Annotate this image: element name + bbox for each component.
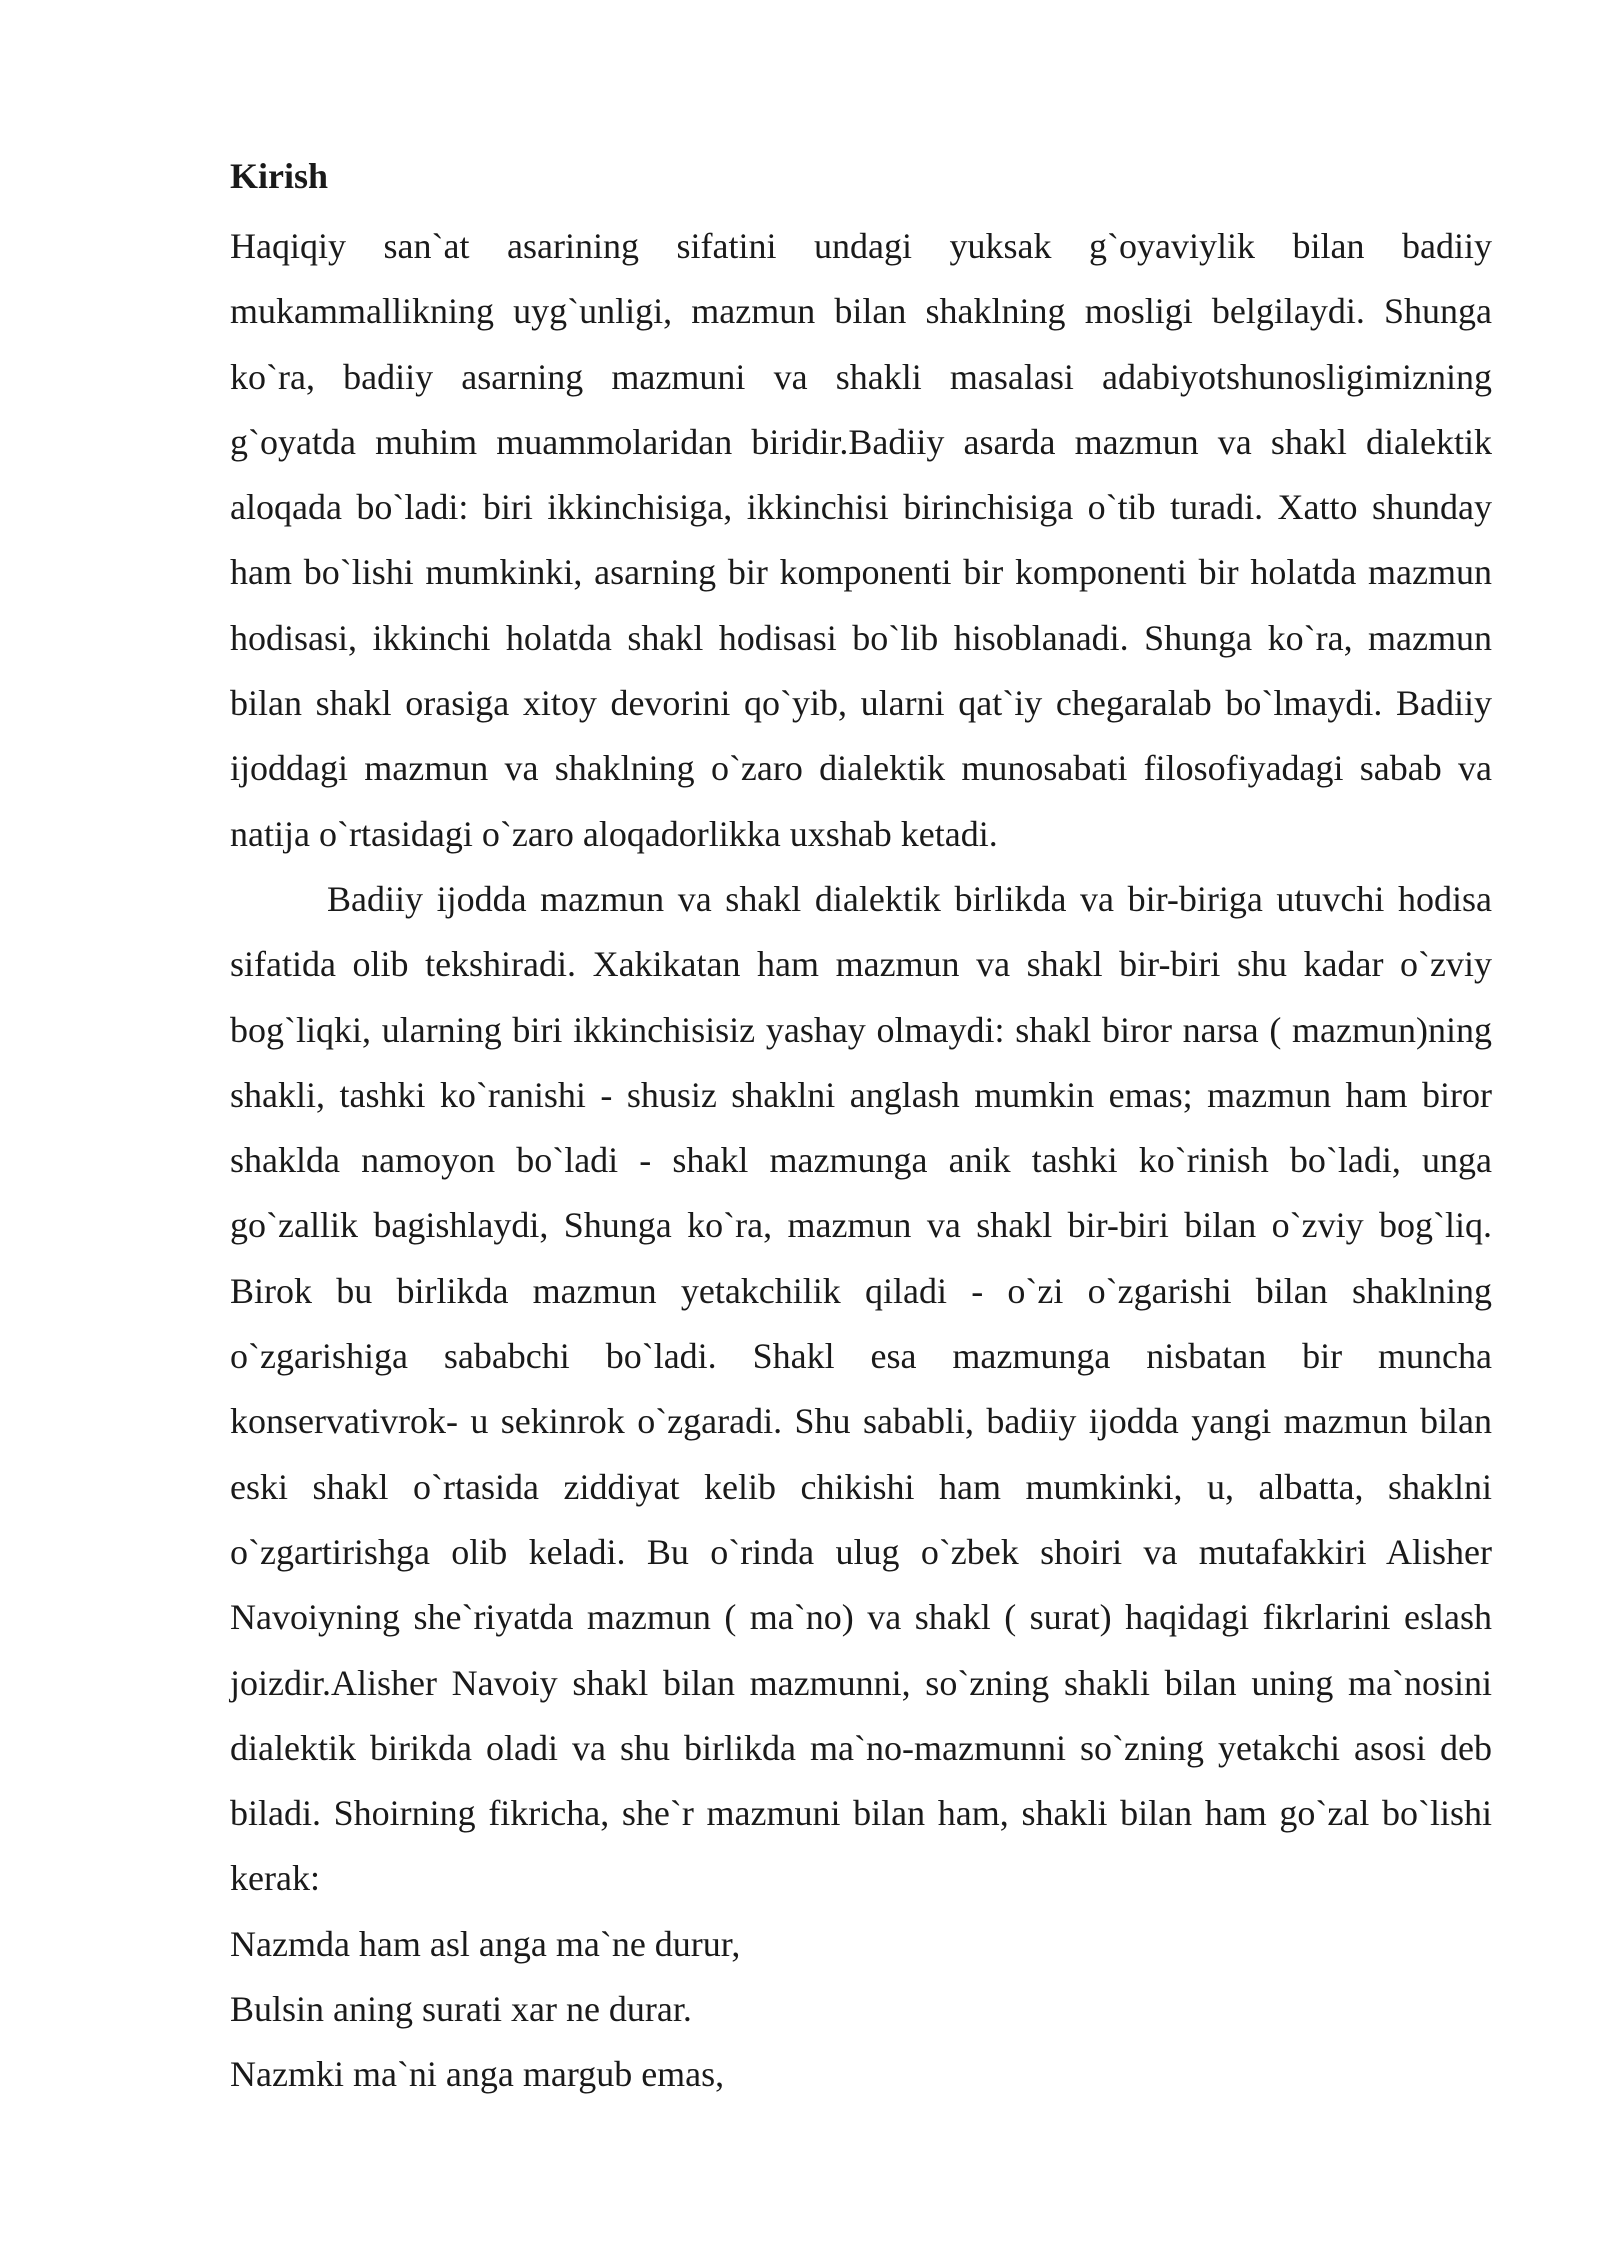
verse-line-1: Nazmda ham asl anga ma`ne durur,	[230, 1923, 741, 1964]
paragraph-1: Haqiqiy san`at asarining sifatini undagi yuksak g`oyaviylik bilan badiiy mukammallikning uyg`unligi, mazmun bilan shaklning mosligi belgilaydi. Shunga ko`ra, badiiy asarning mazmuni va shakli masalasi adabiyotshunosligimizning g`oyatda muhim muammolaridan biridir.Badiiy asarda mazmun va shakl dialektik aloqada bo`ladi: biri ikkinchisiga, ikkinchisi birinchisiga o`tib turadi. Xatto shunday ham bo`lishi mumkinki, asarning bir komponenti bir komponenti bir holatda mazmun hodisasi, ikkinchi holatda shakl hodisasi bo`lib hisoblanadi. Shunga ko`ra, mazmun bilan shakl orasiga xitoy devorini qo`yib, ularni qat`iy chegaralab bo`lmaydi. Badiiy ijoddagi mazmun va shaklning o`zaro dialektik munosabati filosofiyadagi sabab va natija o`rtasidagi o`zaro aloqadorlikka uxshab ketadi.	[230, 226, 1492, 854]
section-heading: Kirish	[230, 156, 329, 196]
verse-line-2: Bulsin aning surati xar ne durar.	[230, 1989, 692, 2030]
paragraph-2: Badiiy ijodda mazmun va shakl dialektik birlikda va bir-biriga utuvchi hodisa sifatida olib tekshiradi. Xakikatan ham mazmun va shakl bir-biri shu kadar o`zviy bog`liqki, ularning biri ikkinchisisiz yashay olmaydi: shakl biror narsa ( mazmun)ning shakli, tashki ko`ranishi - shusiz shaklni anglash mumkin emas; mazmun ham biror shaklda namoyon bo`ladi - shakl mazmunga anik tashki ko`rinish bo`ladi, unga go`zallik bagishlaydi, Shunga ko`ra, mazmun va shakl bir-biri bilan o`zviy bog`liq. Birok bu birlikda mazmun yetakchilik qiladi - o`zi o`zgarishi bilan shaklning o`zgarishiga sababchi bo`ladi. Shakl esa mazmunga nisbatan bir muncha konservativrok- u sekinrok o`zgaradi. Shu sababli, badiiy ijodda yangi mazmun bilan eski shakl o`rtasida ziddiyat kelib chikishi ham mumkinki, u, albatta, shaklni o`zgartirishga olib keladi. Bu o`rinda ulug o`zbek shoiri va mutafakkiri Alisher Navoiyning she`riyatda mazmun ( ma`no) va shakl ( surat) haqidagi fikrlarini eslash joizdir.Alisher Navoiy shakl bilan mazmunni, so`zning shakli bilan uning ma`nosini dialektik birikda oladi va shu birlikda ma`no-mazmunni so`zning yetakchi asosi deb biladi. Shoirning fikricha, she`r mazmuni bilan ham, shakli bilan ham go`zal bo`lishi kerak:	[230, 878, 1492, 1899]
verse-line-3: Nazmki ma`ni anga margub emas,	[230, 2054, 725, 2095]
document-body	[230, 150, 1492, 2108]
